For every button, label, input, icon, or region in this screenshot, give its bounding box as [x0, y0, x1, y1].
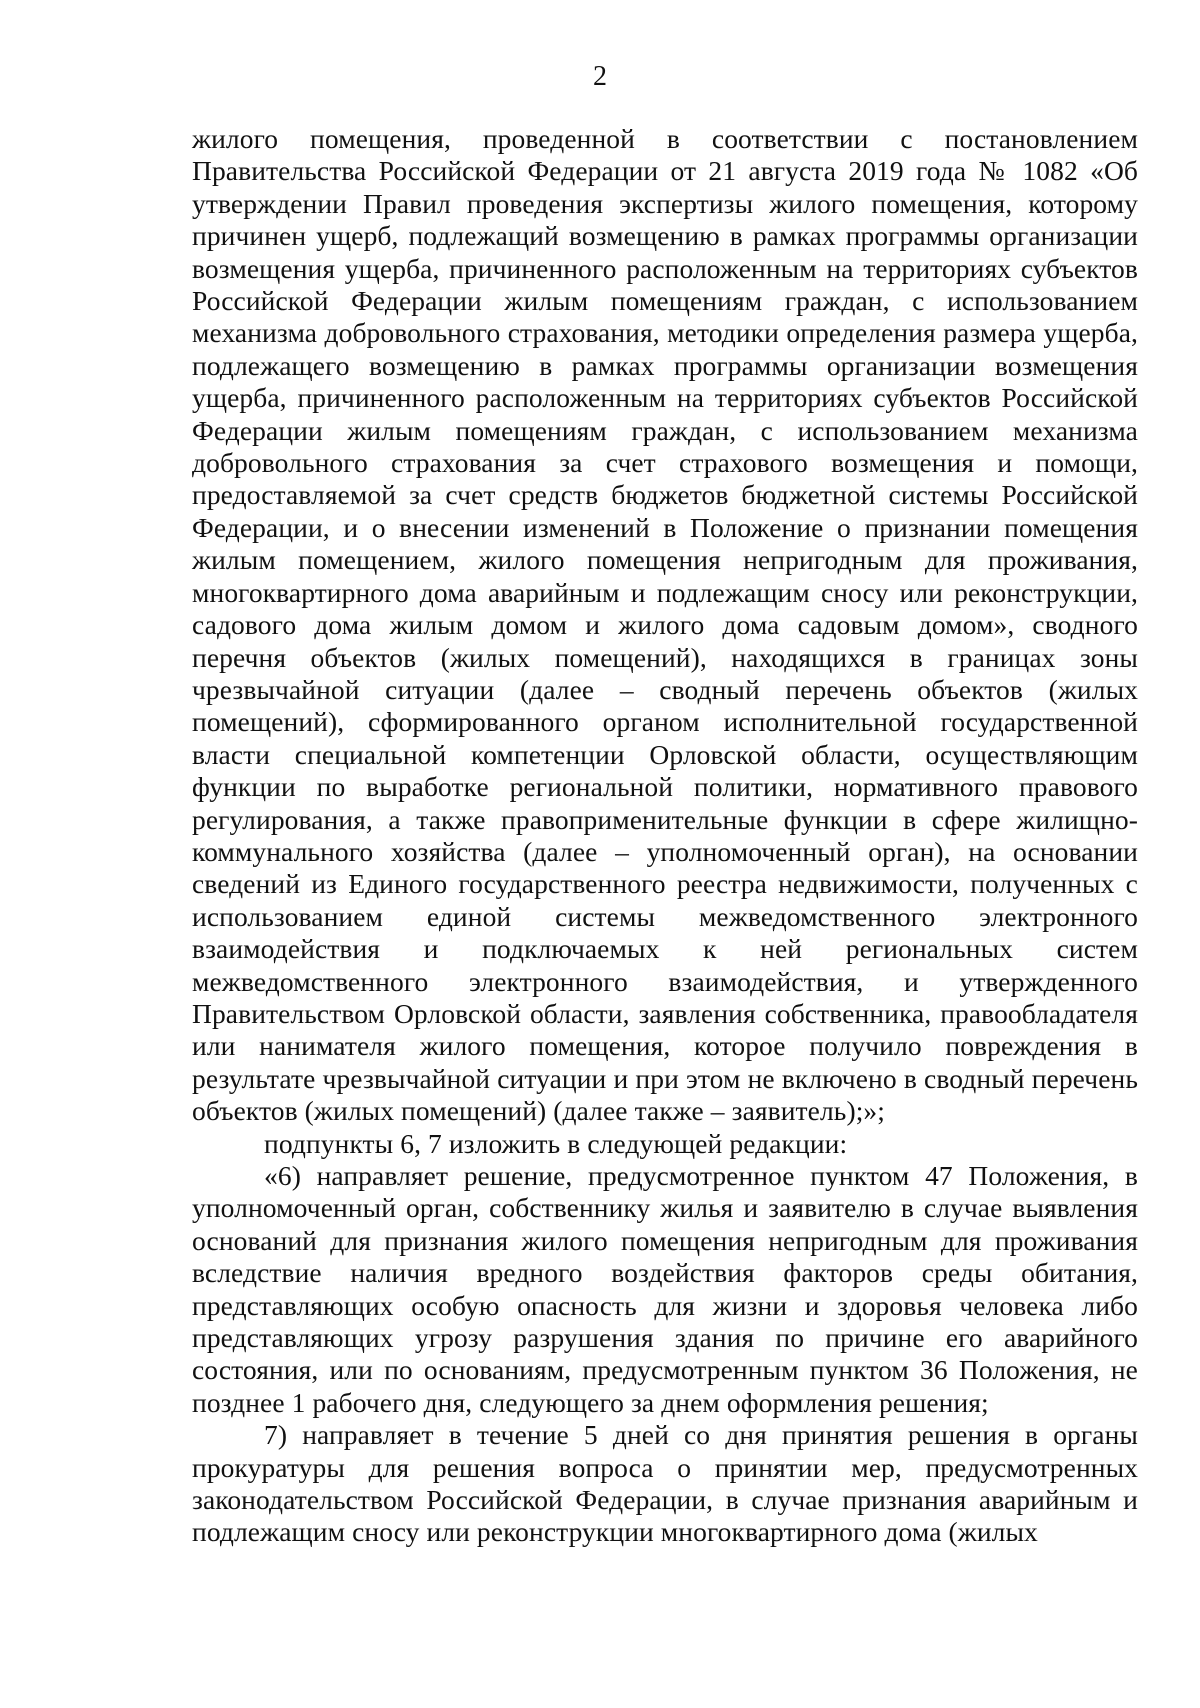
- paragraph-item-7: 7) направляет в течение 5 дней со дня принятия решения в органы прокуратуры для решения вопроса о принятии мер, предусмотренных законодательством Российской Федерации, в случае признания аварийным и подлежащим сносу или реконструкции многоквартирного дома (жилых: [192, 1419, 1138, 1548]
- document-body: [192, 123, 1138, 1549]
- paragraph-subitems-intro: подпункты 6, 7 изложить в следующей редакции:: [264, 1127, 848, 1159]
- paragraph-item-6: «6) направляет решение, предусмотренное пунктом 47 Положения, в уполномоченный орган, собственнику жилья и заявителю в случае выявления оснований для признания жилого помещения непригодным для проживания вследствие наличия вредного воздействия факторов среды обитания, представляющих особую опасность для жизни и здоровья человека либо представляющих угрозу разрушения здания по причине его аварийного состояния, или по основаниям, предусмотренным пунктом 36 Положения, не позднее 1 рабочего дня, следующего за днем оформления решения;: [192, 1160, 1138, 1418]
- page-number: 2: [593, 61, 607, 92]
- paragraph-continuation: жилого помещения, проведенной в соответствии с постановлением Правительства Российской Федерации от 21 августа 2019 года № 1082 «Об утверждении Правил проведения экспертизы жилого помещения, которому причинен ущерб, подлежащий возмещению в рамках программы организации возмещения ущерба, причиненного расположенным на территориях субъектов Российской Федерации жилым помещениям граждан, с использованием механизма добровольного страхования, методики определения размера ущерба, подлежащего возмещению в рамках программы организации возмещения ущерба, причиненного расположенным на территориях субъектов Российской Федерации жилым помещениям граждан, с использованием механизма добровольного страхования за счет страхового возмещения и помощи, предоставляемой за счет средств бюджетов бюджетной системы Российской Федерации, и о внесении изменений в Положение о признании помещения жилым помещением, жилого помещения непригодным для проживания, многоквартирного дома аварийным и подлежащим сносу или реконструкции, садового дома жилым домом и жилого дома садовым домом», сводного перечня объектов (жилых помещений), находящихся в границах зоны чрезвычайной ситуации (далее – сводный перечень объектов (жилых помещений), сформированного органом исполнительной государственной власти специальной компетенции Орловской области, осуществляющим функции по выработке региональной политики, нормативного правового регулирования, а также правоприменительные функции в сфере жилищно-коммунального хозяйства (далее – уполномоченный орган), на основании сведений из Единого государственного реестра недвижимости, полученных с использованием единой системы межведомственного электронного взаимодействия и подключаемых к ней региональных систем межведомственного электронного взаимодействия, и утвержденного Правительством Орловской области, заявления собственника, правообладателя или нанимателя жилого помещения, которое получило повреждения в результате чрезвычайной ситуации и при этом не включено в сводный перечень объектов (жилых помещений) (далее также – заявитель);»;: [192, 123, 1138, 1127]
